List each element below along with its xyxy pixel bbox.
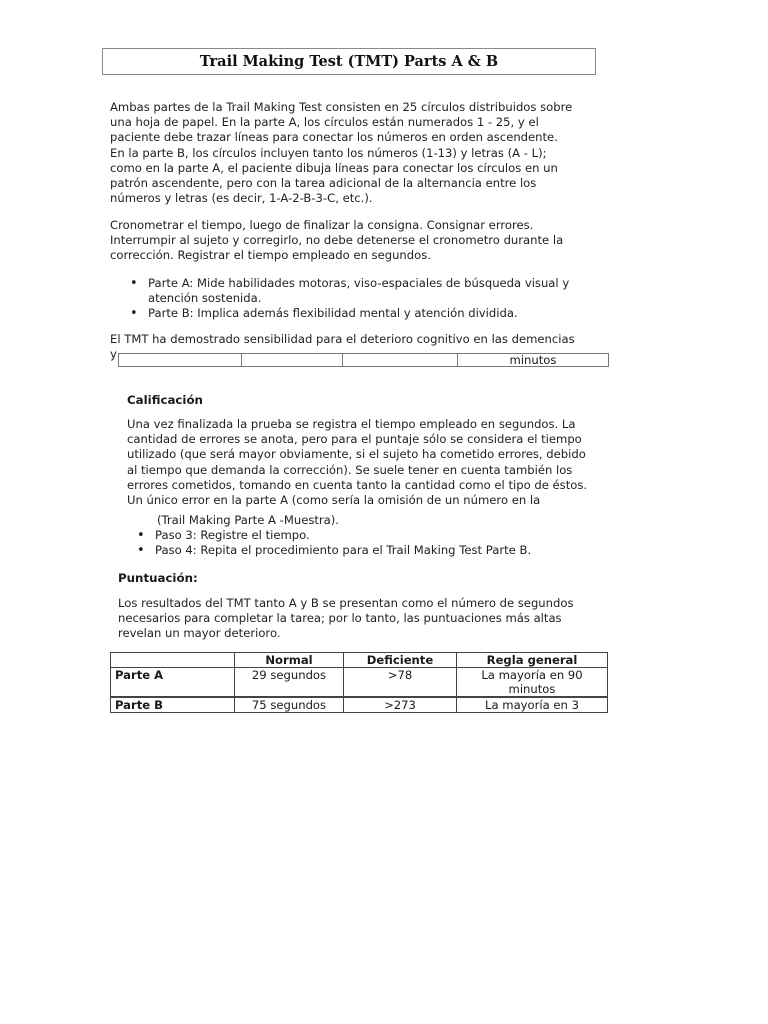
table-cell — [242, 354, 343, 367]
table-cell: >78 — [344, 668, 457, 698]
table-cell: La mayoría en 3 — [457, 697, 608, 713]
table-header-cell: Normal — [235, 653, 344, 668]
timing-paragraph — [110, 218, 563, 264]
table-row — [119, 354, 609, 367]
table-header-cell: Regla general — [457, 653, 608, 668]
text-line: Los resultados del TMT tanto A y B se presentan como el número de segundos — [118, 596, 574, 610]
text-line: patrón ascendente, pero con la tarea adicional de la alternancia entre los — [110, 176, 537, 191]
text-line: Un único error en la parte A (como sería la omisión de un número en la — [127, 493, 541, 508]
row-label: Parte A — [111, 668, 235, 698]
puntuacion-heading: Puntuación: — [118, 571, 198, 585]
text-line: necesarios para completar la tarea; por lo tanto, las puntuaciones más altas — [118, 611, 562, 626]
parts-list — [128, 276, 608, 321]
list-item: • Paso 4: Repita el procedimiento para el Trail Making Test Parte B. — [135, 543, 605, 558]
cell-line: La mayoría en 90 — [481, 668, 583, 682]
text-line: una hoja de papel. En la parte A, los círculos están numerados 1 - 25, y el — [110, 115, 539, 130]
table-cell: >273 — [344, 697, 457, 713]
text-line: cantidad de errores se anota, pero para el puntaje sólo se considera el tiempo — [127, 432, 582, 447]
table-cell — [457, 668, 608, 698]
text-line: • Parte B: Implica además flexibilidad mental y atención dividida. — [148, 306, 518, 320]
text-line: revelan un mayor deterioro. — [118, 626, 281, 641]
table-cell: minutos — [458, 354, 609, 367]
document-title: Trail Making Test (TMT) Parts A & B — [199, 53, 499, 70]
cell-line: minutos — [508, 682, 556, 696]
table-row — [111, 668, 608, 698]
text-line: Una vez finalizada la prueba se registra el tiempo empleado en segundos. La — [127, 417, 576, 431]
score-table — [110, 652, 608, 713]
text-line: y — [110, 347, 117, 362]
fragment-table — [118, 353, 609, 367]
text-line: atención sostenida. — [148, 291, 262, 305]
list-item — [128, 306, 608, 321]
title-box — [102, 48, 596, 75]
steps-list — [135, 528, 605, 558]
text-line: al tiempo que demanda la corrección). Se suele tener en cuenta también los — [127, 462, 573, 477]
table-cell: 75 segundos — [235, 697, 344, 713]
text-line: utilizado (que será mayor obviamente, si el sujeto ha cometido errores, debido — [127, 447, 586, 462]
text-line: • Parte A: Mide habilidades motoras, viso-espaciales de búsqueda visual y — [148, 276, 570, 290]
table-header-cell: Deficiente — [344, 653, 457, 668]
calificacion-heading: Calificación — [127, 393, 203, 407]
text-line: errores cometidos, tomando en cuenta tanto la cantidad como el tipo de éstos. — [127, 477, 588, 492]
puntuacion-paragraph — [118, 596, 574, 642]
text-line: En la parte B, los círculos incluyen tanto los números (1-13) y letras (A - L); — [110, 145, 547, 160]
table-cell: 29 segundos — [235, 668, 344, 698]
table-row — [111, 697, 608, 713]
steps-continuation: (Trail Making Parte A -Muestra). — [157, 513, 339, 527]
table-header-row — [111, 653, 608, 668]
text-line: paciente debe trazar líneas para conectar los números en orden ascendente. — [110, 130, 558, 145]
list-item: • Paso 3: Registre el tiempo. — [135, 528, 605, 543]
table-cell — [119, 354, 242, 367]
row-label: Parte B — [111, 697, 235, 713]
text-line: números y letras (es decir, 1-A-2-B-3-C, etc.). — [110, 191, 373, 206]
table-header-cell — [111, 653, 235, 668]
text-line: El TMT ha demostrado sensibilidad para el deterioro cognitivo en las demencias — [110, 332, 575, 346]
text-line: Interrumpir al sujeto y corregirlo, no debe detenerse el cronometro durante la — [110, 233, 564, 248]
table-cell — [343, 354, 458, 367]
text-line: corrección. Registrar el tiempo empleado en segundos. — [110, 248, 431, 263]
list-item — [128, 276, 608, 306]
intro-paragraph — [110, 100, 572, 206]
calificacion-paragraph — [127, 417, 617, 508]
text-line: Ambas partes de la Trail Making Test consisten en 25 círculos distribuidos sobre — [110, 100, 573, 114]
text-line: como en la parte A, el paciente dibuja líneas para conectar los círculos en un — [110, 160, 558, 175]
text-line: Cronometrar el tiempo, luego de finalizar la consigna. Consignar errores. — [110, 218, 534, 232]
